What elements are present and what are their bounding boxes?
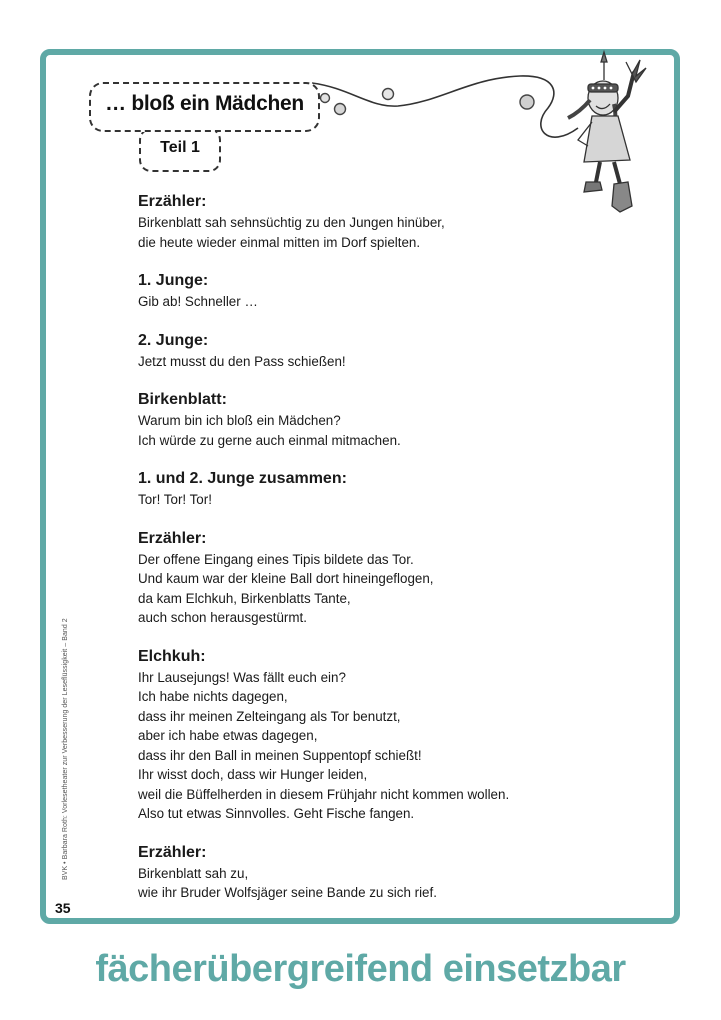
speaker-label: 2. Junge: xyxy=(138,331,209,349)
script-block xyxy=(138,390,598,450)
speaker-label: 1. und 2. Junge zusammen: xyxy=(138,470,347,487)
script-block xyxy=(138,331,598,372)
dialogue-line: Ihr Lausejungs! Was fällt euch ein? xyxy=(138,669,346,685)
dialogue-line: weil die Büffelherden in diesem Frühjahr nicht kommen wollen. xyxy=(138,786,510,802)
dialogue-line: Und kaum war der kleine Ball dort hineingeflogen, xyxy=(138,571,434,586)
footer-slogan: fächerübergreifend einsetzbar xyxy=(95,948,626,990)
script-body xyxy=(138,192,598,922)
side-credit: BVK • Barbara Roth: Vorlesetheater zur Verbesserung der Leseflüssigkeit – Band 2 xyxy=(62,618,69,880)
dialogue-line: Birkenblatt sah sehnsüchtig zu den Jungen hinüber, xyxy=(138,215,445,230)
dialogue-line: dass ihr den Ball in meinen Suppentopf schießt! xyxy=(138,747,422,763)
dialogue-line: aber ich habe etwas dagegen, xyxy=(138,728,318,743)
speaker-label: Elchkuh: xyxy=(138,647,206,665)
script-block xyxy=(138,469,598,510)
speaker-label: 1. Junge: xyxy=(138,272,209,289)
page-title: … bloß ein Mädchen xyxy=(105,92,304,115)
speaker-label: Birkenblatt: xyxy=(138,391,227,408)
script-block xyxy=(138,647,598,824)
speaker-label: Erzähler: xyxy=(138,193,207,210)
dialogue-line: Gib ab! Schneller … xyxy=(138,294,258,309)
dialogue-line: Ihr wisst doch, dass wir Hunger leiden, xyxy=(138,767,368,782)
speaker-label: Erzähler: xyxy=(138,843,207,861)
dialogue-line: wie ihr Bruder Wolfsjäger seine Bande zu sich rief. xyxy=(138,885,437,900)
part-box xyxy=(139,128,221,172)
dialogue-line: Birkenblatt sah zu, xyxy=(138,865,249,881)
dialogue-line: Der offene Eingang eines Tipis bildete das Tor. xyxy=(138,551,414,567)
part-label: Teil 1 xyxy=(160,139,200,156)
dialogue-line: Jetzt musst du den Pass schießen! xyxy=(138,353,346,369)
page-number: 35 xyxy=(55,900,71,916)
dialogue-line: da kam Elchkuh, Birkenblatts Tante, xyxy=(138,590,351,606)
dialogue-line: Ich habe nichts dagegen, xyxy=(138,689,288,704)
dialogue-line: auch schon herausgestürmt. xyxy=(138,610,307,625)
title-box xyxy=(89,82,320,132)
script-block xyxy=(138,843,598,903)
dialogue-line: Ich würde zu gerne auch einmal mitmachen. xyxy=(138,432,401,448)
speaker-label: Erzähler: xyxy=(138,529,207,547)
script-block xyxy=(138,529,598,628)
dialogue-line: dass ihr meinen Zelteingang als Tor benutzt, xyxy=(138,708,401,724)
dialogue-line: Tor! Tor! Tor! xyxy=(138,492,212,507)
dialogue-line: Also tut etwas Sinnvolles. Geht Fische fangen. xyxy=(138,806,415,821)
script-block xyxy=(138,271,598,312)
dialogue-line: Warum bin ich bloß ein Mädchen? xyxy=(138,413,341,428)
dialogue-line: die heute wieder einmal mitten im Dorf spielten. xyxy=(138,234,421,250)
script-block xyxy=(138,192,598,252)
